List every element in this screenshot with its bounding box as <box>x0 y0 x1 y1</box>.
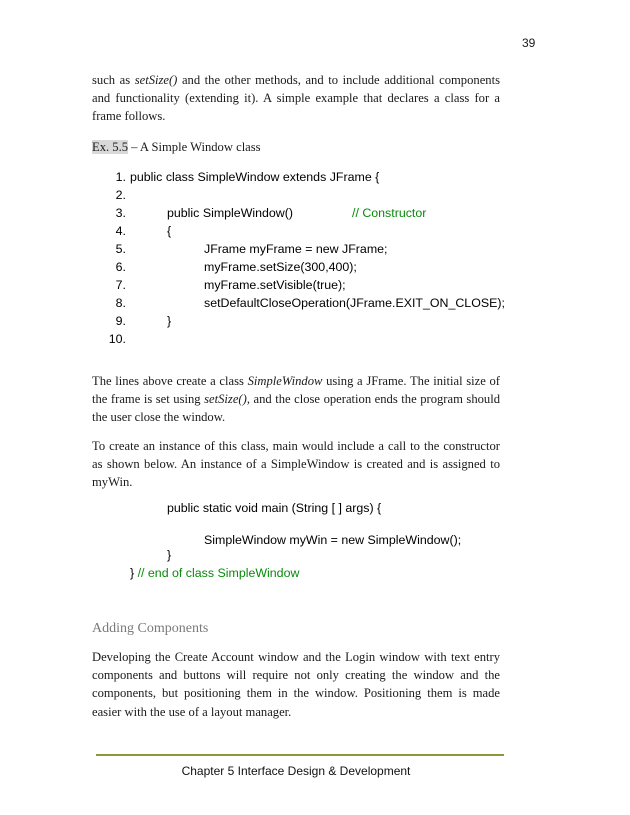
line-number: 3. <box>115 206 126 220</box>
code-line: setDefaultCloseOperation(JFrame.EXIT_ON_CLOSE); <box>204 296 505 310</box>
code-line: } <box>167 548 172 562</box>
text: using a JFrame. The initial size of the frame is set using <box>92 374 501 407</box>
method-name: setSize() <box>204 392 247 407</box>
code-line <box>130 566 299 580</box>
code-line: JFrame myFrame = new JFrame; <box>204 242 388 256</box>
code-comment: // end of class SimpleWindow <box>134 566 300 580</box>
section-heading: Adding Components <box>92 621 209 636</box>
text: The lines above create a class <box>92 374 248 388</box>
footer-chapter-title: Chapter 5 Interface Design & Development <box>181 764 411 778</box>
code-line: myFrame.setVisible(true); <box>204 278 346 292</box>
line-number: 9. <box>115 314 126 328</box>
page-number: 39 <box>522 36 536 50</box>
paragraph-instance: To create an instance of this class, main would include a call to the constructor as shown below. An instance of a SimpleWindow is created and is assigned to myWin. <box>92 439 500 490</box>
closing-brace: } <box>130 566 135 580</box>
example-number: Ex. 5.5 <box>92 140 129 154</box>
code-line: SimpleWindow myWin = new SimpleWindow(); <box>204 533 462 547</box>
line-number: 6. <box>115 260 126 274</box>
line-number: 8. <box>115 296 126 310</box>
text: such as <box>92 73 135 87</box>
code-line: } <box>167 314 172 328</box>
line-number: 10. <box>108 332 126 346</box>
line-number: 4. <box>115 224 126 238</box>
text: and the other methods, and to include additional components and functionality (extending it). A simple example that declares a class for a frame follows. <box>92 73 500 124</box>
code-line: public class SimpleWindow extends JFrame { <box>130 170 380 184</box>
example-caption <box>92 140 261 155</box>
class-name: SimpleWindow <box>247 374 323 388</box>
footer-rule <box>96 754 504 756</box>
paragraph-explanation <box>92 372 500 427</box>
example-title: – A Simple Window class <box>128 140 261 154</box>
method-name: setSize() <box>134 73 178 87</box>
line-number: 2. <box>115 188 126 202</box>
code-line: public static void main (String [ ] args) { <box>167 501 382 515</box>
line-number: 5. <box>115 242 126 256</box>
code-comment: // Constructor <box>352 206 427 220</box>
text: , and the close operation ends the program should the user close the window. <box>92 392 501 425</box>
line-number: 1. <box>115 170 126 184</box>
paragraph-components: Developing the Create Account window and the Login window with text entry components and buttons will require not only creating the window and the components, but positioning them in the window. Positioning them is made easier with the use of a layout manager. <box>92 650 500 719</box>
code-line: myFrame.setSize(300,400); <box>204 260 357 274</box>
line-number: 7. <box>115 278 126 292</box>
paragraph-intro <box>92 71 500 126</box>
code-line: public SimpleWindow() <box>167 206 294 220</box>
code-line: { <box>167 224 172 238</box>
